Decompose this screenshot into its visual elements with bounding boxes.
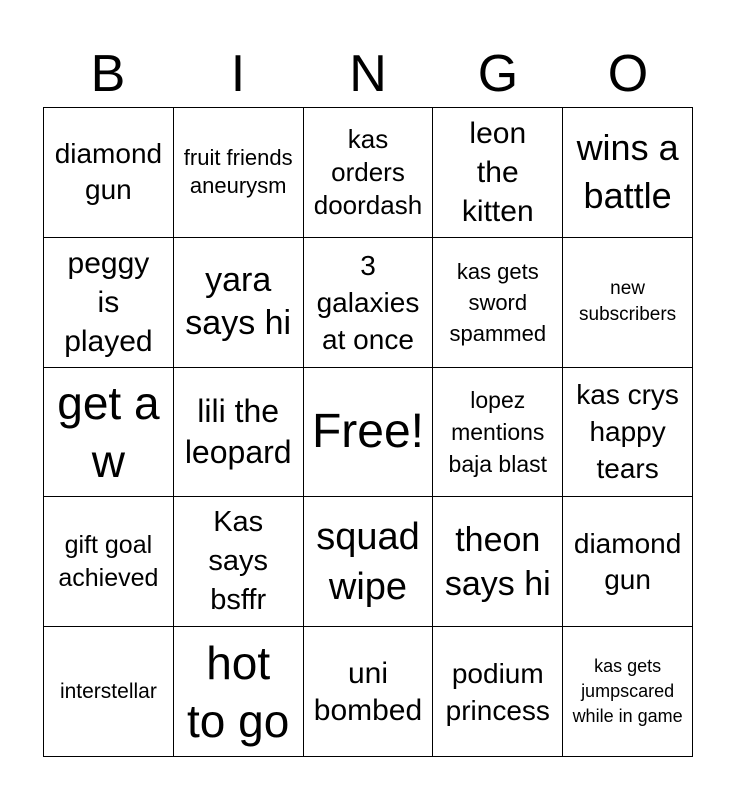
bingo-cell-label: gift goal achieved bbox=[58, 530, 159, 592]
bingo-cell-label: wins a battle bbox=[576, 127, 679, 217]
bingo-cell[interactable] bbox=[44, 497, 174, 627]
bingo-cell-label: uni bombed bbox=[313, 656, 423, 727]
bingo-cell[interactable] bbox=[44, 238, 174, 368]
header-letter-o: O bbox=[607, 45, 649, 103]
bingo-cell[interactable] bbox=[433, 627, 563, 757]
bingo-cell-label: theon says hi bbox=[444, 520, 551, 603]
bingo-cell-label: leon the kitten bbox=[461, 116, 534, 228]
bingo-cell[interactable] bbox=[433, 238, 563, 368]
bingo-cell[interactable] bbox=[44, 108, 174, 238]
bingo-cell[interactable] bbox=[304, 108, 434, 238]
bingo-cell-label: lopez mentions baja blast bbox=[448, 386, 548, 477]
bingo-cell-label: get a w bbox=[57, 376, 160, 487]
bingo-board bbox=[43, 107, 693, 757]
header-letter-b: B bbox=[90, 45, 126, 103]
bingo-cell[interactable] bbox=[563, 108, 693, 238]
bingo-cell-label: diamond gun bbox=[573, 527, 682, 595]
bingo-cell-label: kas crys happy tears bbox=[576, 379, 679, 485]
bingo-cell[interactable] bbox=[174, 368, 304, 498]
bingo-cell-label: diamond gun bbox=[54, 138, 163, 206]
bingo-cell[interactable] bbox=[563, 368, 693, 498]
bingo-cell-label: podium princess bbox=[445, 657, 550, 726]
bingo-cell[interactable] bbox=[304, 238, 434, 368]
bingo-cell-label: Kas says bsffr bbox=[208, 506, 268, 617]
bingo-header bbox=[43, 44, 693, 104]
bingo-cell[interactable] bbox=[304, 497, 434, 627]
bingo-cell[interactable] bbox=[563, 238, 693, 368]
bingo-cell[interactable] bbox=[563, 497, 693, 627]
bingo-cell[interactable] bbox=[174, 627, 304, 757]
bingo-cell-label: fruit friends aneurysm bbox=[183, 145, 293, 199]
bingo-cell-label: interstellar bbox=[59, 679, 157, 703]
bingo-cell[interactable] bbox=[174, 238, 304, 368]
header-letter-i: I bbox=[230, 45, 246, 103]
bingo-cell-label: kas gets sword spammed bbox=[449, 258, 547, 346]
bingo-cell[interactable] bbox=[304, 627, 434, 757]
header-letter-g: G bbox=[477, 45, 519, 103]
bingo-cell[interactable] bbox=[174, 497, 304, 627]
bingo-cell[interactable] bbox=[433, 368, 563, 498]
bingo-cell-label: 3 galaxies at once bbox=[316, 249, 420, 355]
bingo-cell[interactable] bbox=[433, 497, 563, 627]
bingo-cell-label: new subscribers bbox=[579, 278, 677, 326]
bingo-cell-label: lili the leopard bbox=[184, 392, 292, 470]
bingo-cell[interactable] bbox=[563, 627, 693, 757]
bingo-cell[interactable] bbox=[44, 627, 174, 757]
bingo-cell-label: kas gets jumpscared while in game bbox=[572, 656, 683, 727]
bingo-cell[interactable] bbox=[44, 368, 174, 498]
bingo-cell[interactable] bbox=[433, 108, 563, 238]
bingo-cell-label: squad wipe bbox=[316, 515, 420, 608]
bingo-cell[interactable] bbox=[174, 108, 304, 238]
bingo-cell-label: hot to go bbox=[187, 636, 290, 747]
bingo-cell-label: kas orders doordash bbox=[313, 123, 423, 220]
bingo-cell-label: peggy is played bbox=[64, 246, 153, 358]
bingo-cell-label: yara says hi bbox=[185, 261, 292, 343]
header-letter-n: N bbox=[349, 45, 387, 103]
free-space[interactable] bbox=[304, 368, 434, 498]
free-space-label: Free! bbox=[311, 404, 424, 458]
